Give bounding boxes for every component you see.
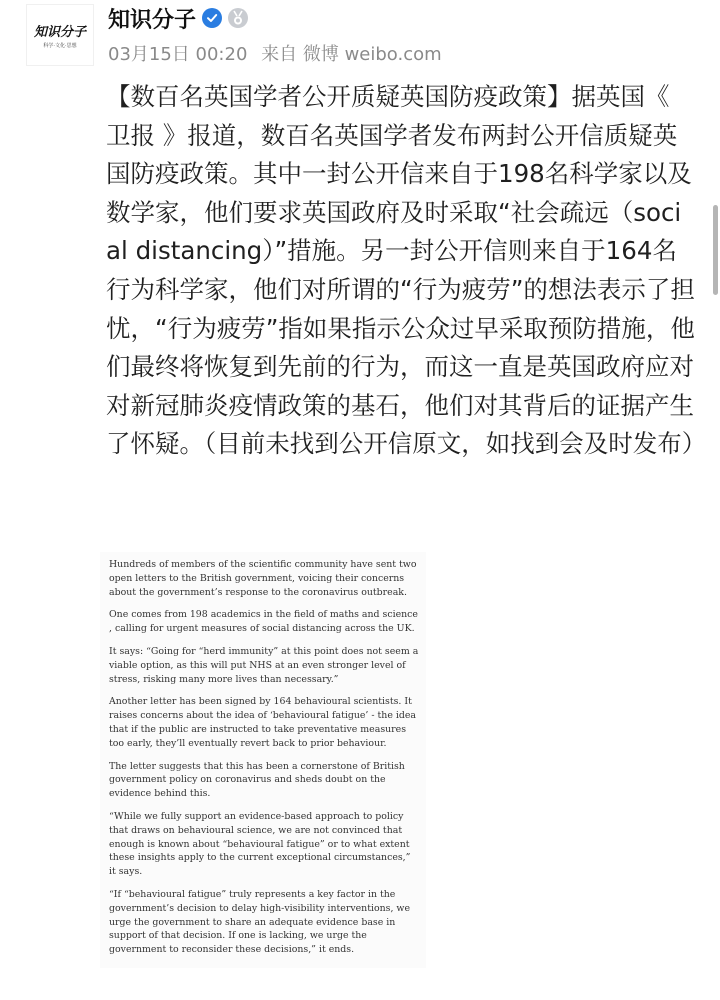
avatar-sub-text: 科学·文化·思想 (43, 43, 77, 49)
post-source[interactable]: 来自 微博 weibo.com (261, 44, 442, 65)
avatar[interactable] (26, 4, 94, 66)
article-screenshot-image[interactable] (100, 552, 426, 968)
article-paragraph: It says: “Going for “herd immunity” at this point does not seem a viable option, as this will put NHS at an even stronger level of stress, risking many more lives than necessary.” (109, 645, 419, 685)
article-paragraph: Another letter has been signed by 164 behavioural scientists. It raises concerns about the idea of ‘behavioural fatigue’ - the idea that if the public are instructed to take preventative measures too early, they’ll eventually revert back to prior behaviour. (109, 696, 416, 749)
post-text: 【数百名英国学者公开质疑英国防疫政策】据英国《 卫报 》报道，数百名英国学者发布两封公开信质疑英国防疫政策。其中一封公开信来自于198名科学家以及数学家，他们要求英国政府及时采取“社会疏远（social distancing）”措施。另一封公开信则来自于164名行为科学家，他们对所谓的“行为疲劳”的想法表示了担忧，“行为疲劳”指如果指示公众过早采取预防措施，他们最终将恢复到先前的行为，而这一直是英国政府应对对新冠肺炎疫情政策的基石，他们对其背后的证据产生了怀疑。（目前未找到公开信原文，如找到会及时发布） (106, 82, 707, 459)
article-paragraph: “While we fully support an evidence-based approach to policy that draws on behavioural science, we are not convinced that enough is known about “behavioural fatigue” or to what extent these insights apply to the current exceptional circumstances,” it says. (109, 810, 411, 878)
article-paragraph: “If “behavioural fatigue” truly represents a key factor in the government’s decision to delay high-visibility interventions, we urge the government to share an adequate evidence base in support of that decision. If one is lacking, we urge the government to reconsider these decisions,” it ends. (109, 888, 410, 956)
scrollbar[interactable] (713, 205, 718, 295)
post-date: 03月15日 00:20 (108, 44, 248, 65)
post-meta (108, 40, 450, 66)
verified-badge-icon (202, 8, 222, 28)
article-paragraph: Hundreds of members of the scientific community have sent two open letters to the British government, voicing their concerns about the government’s response to the coronavirus outbreak. (109, 559, 417, 598)
medal-icon[interactable] (228, 8, 248, 28)
user-header (108, 4, 248, 32)
article-paragraph: The letter suggests that this has been a cornerstone of British government policy on coronavirus and sheds doubt on the evidence behind this. (109, 760, 405, 800)
article-paragraph: One comes from 198 academics in the field of maths and science , calling for urgent measures of social distancing across the UK. (109, 609, 418, 635)
avatar-logo-text: 知识分子 (33, 25, 86, 40)
username[interactable]: 知识分子 (108, 7, 197, 33)
